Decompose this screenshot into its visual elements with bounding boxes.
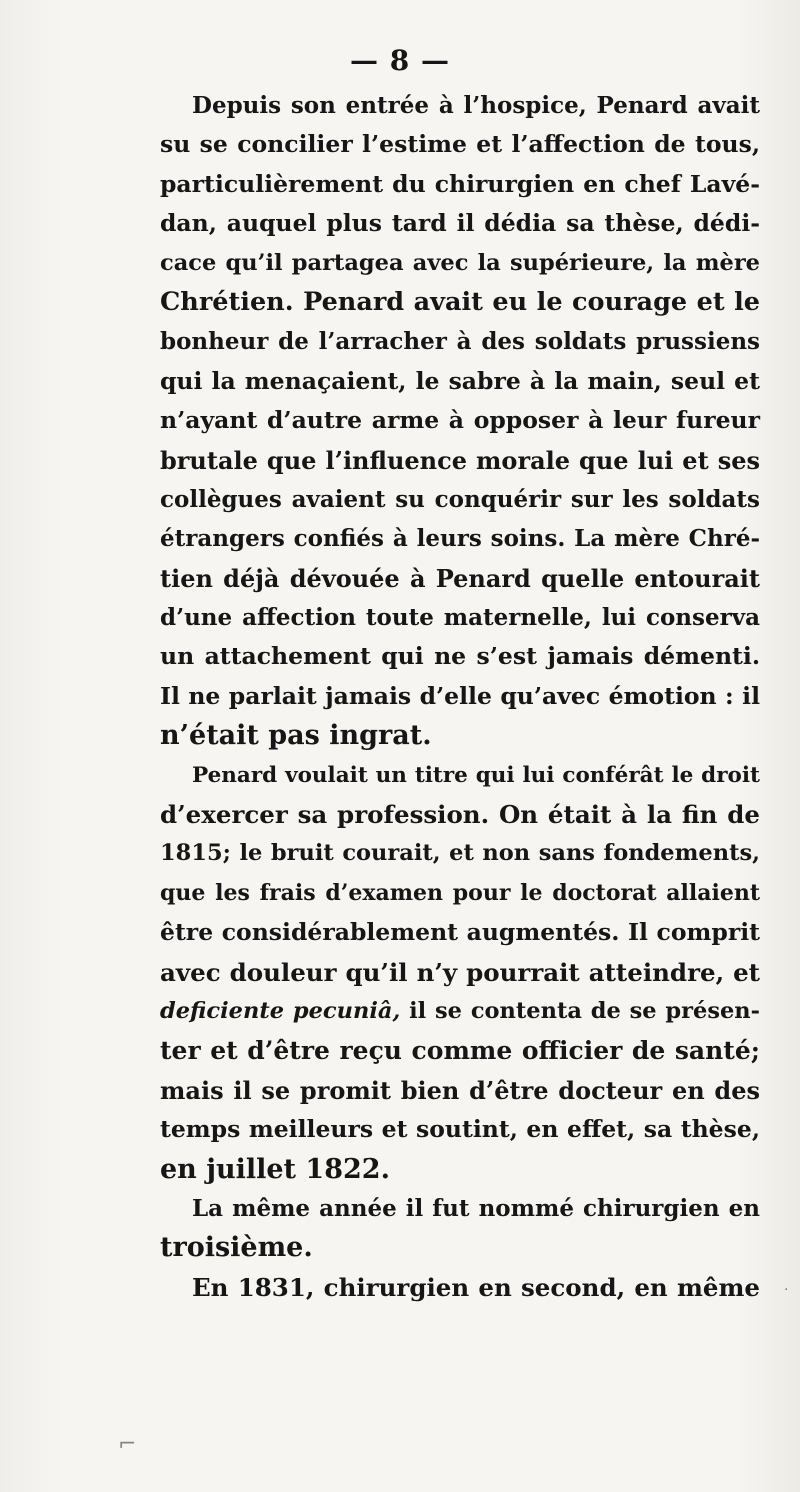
text-line: particulièrement du chirurgien en chef Lavé-	[160, 169, 760, 198]
text-line: dan, auquel plus tard il dédia sa thèse, dédi-	[160, 209, 760, 238]
text-line	[160, 992, 760, 1031]
text-line: avec douleur qu’il n’y pourrait atteindre, et	[160, 957, 760, 987]
text-line: ter et d’être reçu comme officier de santé;	[160, 1036, 760, 1066]
text-line: 1815; le bruit courait, et non sans fondements,	[160, 840, 760, 867]
italic-latin-phrase: deficiente pecuniâ,	[160, 997, 401, 1024]
text-line: brutale que l’influence morale que lui et ses	[160, 445, 760, 475]
text-line: mais il se promit bien d’être docteur en des	[160, 1075, 760, 1105]
text-line: La même année il fut nommé chirurgien en	[192, 1194, 760, 1222]
text-line: temps meilleurs et soutint, en effet, sa thèse,	[160, 1115, 760, 1144]
text-line: Penard voulait un titre qui lui conférât le droit	[192, 762, 760, 788]
text-line: n’était pas ingrat.	[160, 720, 432, 752]
page-number: — 8 —	[350, 44, 450, 77]
text-line: étrangers confiés à leurs soins. La mère Chré-	[160, 525, 760, 553]
text-line: su se concilier l’estime et l’affection de tous,	[160, 130, 760, 159]
text-line: que les frais d’examen pour le doctorat allaient	[160, 879, 760, 906]
text-line: être considérablement augmentés. Il comprit	[160, 918, 760, 947]
text-line-rest: il se contenta de se présen-	[400, 997, 760, 1024]
stray-mark: ⌐	[118, 1432, 137, 1457]
text-line: qui la menaçaient, le sabre à la main, seul et	[160, 366, 760, 395]
text-line: troisième.	[160, 1232, 313, 1264]
text-line: d’exercer sa profession. On était à la fin de	[160, 800, 760, 830]
text-line: bonheur de l’arracher à des soldats prussiens	[160, 328, 760, 356]
text-line: tien déjà dévouée à Penard quelle entourait	[160, 563, 760, 593]
text-line: en juillet 1822.	[160, 1153, 390, 1185]
text-line: un attachement qui ne s’est jamais démenti.	[160, 642, 760, 671]
stray-mark: ·	[784, 1282, 789, 1298]
text-line: En 1831, chirurgien en second, en même	[192, 1272, 760, 1302]
text-line: n’ayant d’autre arme à opposer à leur fureur	[160, 406, 760, 435]
text-line: Il ne parlait jamais d’elle qu’avec émotion : il	[160, 681, 760, 710]
text-line: Depuis son entrée à l’hospice, Penard avait	[192, 92, 760, 119]
text-line: Chrétien. Penard avait eu le courage et le	[160, 286, 760, 317]
text-line: cace qu’il partagea avec la supérieure, la mère	[160, 249, 760, 276]
text-line: d’une affection toute maternelle, lui conserva	[160, 604, 760, 632]
body-text	[160, 86, 760, 1307]
text-line: collègues avaient su conquérir sur les soldats	[160, 485, 760, 513]
